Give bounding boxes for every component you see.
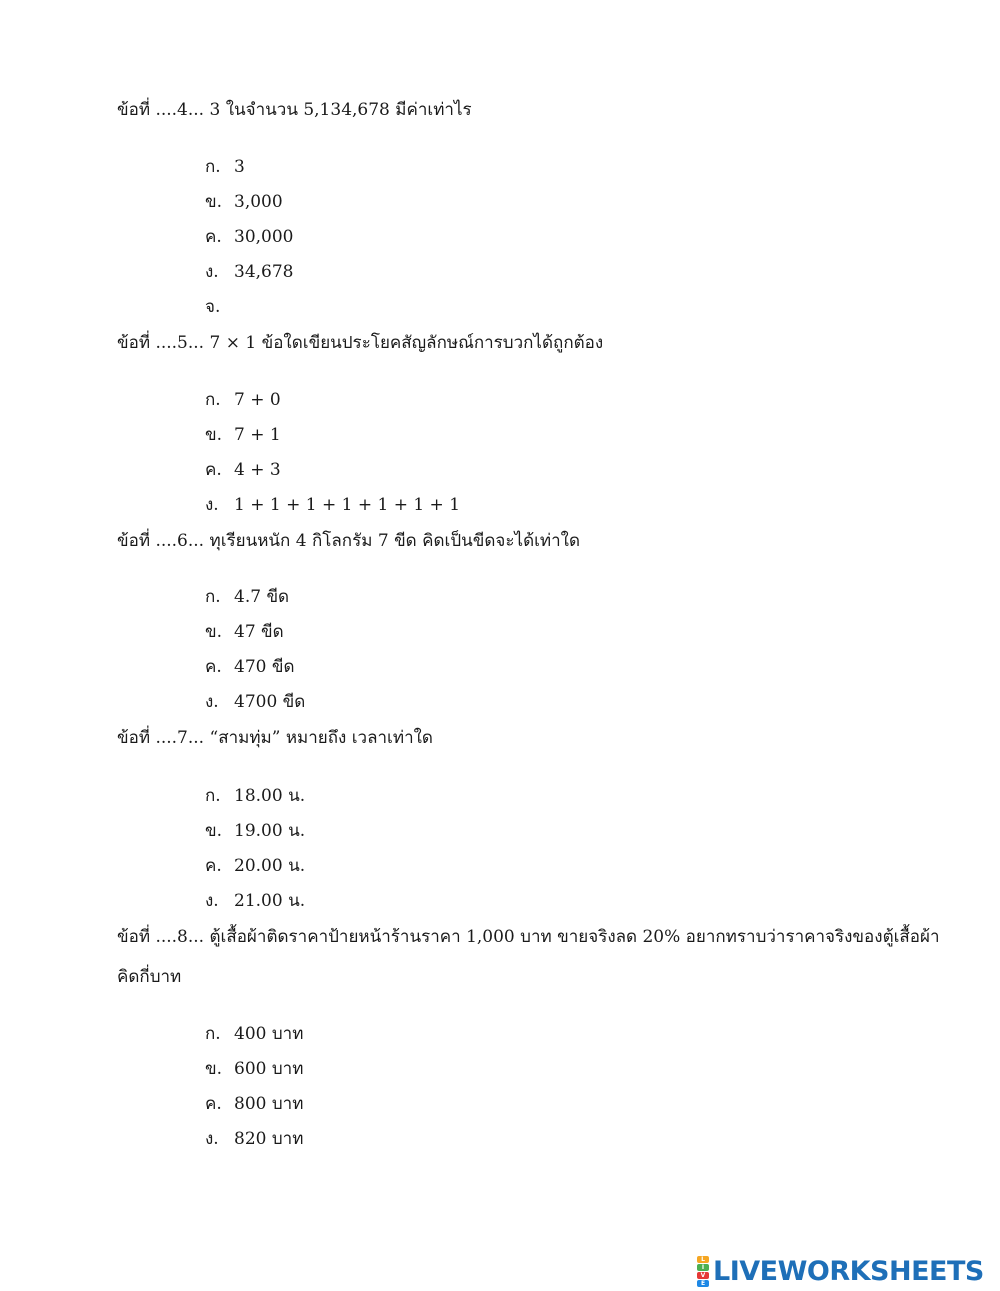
- choice-text: 820 บาท: [234, 1129, 304, 1149]
- choice-text: 400 บาท: [234, 1024, 304, 1044]
- choice-label: ค.: [205, 856, 222, 876]
- choice-row[interactable]: [205, 854, 305, 878]
- choice-label: ง.: [205, 891, 219, 911]
- logo-text: LIVEWORKSHEETS: [713, 1255, 984, 1287]
- choice-label: ข.: [205, 821, 223, 841]
- choice-label: ก.: [205, 390, 221, 410]
- choice-label: ข.: [205, 1059, 223, 1079]
- choice-label: ง.: [205, 1129, 219, 1149]
- choice-row[interactable]: [205, 889, 305, 913]
- choice-row[interactable]: [205, 295, 234, 319]
- question-8-header: [117, 925, 940, 949]
- choice-text: 30,000: [234, 227, 294, 247]
- choice-label: ก.: [205, 587, 221, 607]
- choice-text: 7 + 1: [234, 425, 281, 445]
- choice-row[interactable]: [205, 655, 295, 679]
- choice-row[interactable]: [205, 690, 305, 714]
- question-4-header: [117, 98, 472, 122]
- choice-text: 34,678: [234, 262, 294, 282]
- choice-text: 800 บาท: [234, 1094, 304, 1114]
- choice-label: ค.: [205, 460, 222, 480]
- choice-label: ข.: [205, 622, 223, 642]
- choice-row[interactable]: [205, 155, 245, 179]
- choice-text: 470 ขีด: [234, 657, 295, 677]
- logo-block-l: L: [697, 1256, 709, 1263]
- choice-text: 4700 ขีด: [234, 692, 306, 712]
- choice-row[interactable]: [205, 423, 281, 447]
- choice-text: 7 + 0: [234, 390, 281, 410]
- choice-row[interactable]: [205, 784, 305, 808]
- logo-block-i: I: [697, 1264, 709, 1271]
- choice-label: ง.: [205, 262, 219, 282]
- choice-row[interactable]: [205, 458, 281, 482]
- question-number: ข้อที่ ....8...: [117, 927, 205, 947]
- choice-text: 3: [234, 157, 245, 177]
- question-stem-continuation: คิดกี่บาท: [117, 967, 182, 987]
- logo-blocks-icon: [697, 1256, 709, 1287]
- choice-label: ข.: [205, 425, 223, 445]
- choice-row[interactable]: [205, 1057, 303, 1081]
- choice-text: 600 บาท: [234, 1059, 304, 1079]
- logo-block-e: E: [697, 1280, 709, 1287]
- logo-block-v: V: [697, 1272, 709, 1279]
- choice-row[interactable]: [205, 493, 460, 517]
- question-8-stem-continuation: [117, 965, 181, 989]
- choice-label: ค.: [205, 1094, 222, 1114]
- choice-text: 47 ขีด: [234, 622, 284, 642]
- choice-label: ง.: [205, 495, 219, 515]
- choice-text: 19.00 น.: [234, 821, 306, 841]
- choice-row[interactable]: [205, 225, 293, 249]
- liveworksheets-logo[interactable]: [697, 1254, 984, 1288]
- choice-text: 4.7 ขีด: [234, 587, 290, 607]
- question-stem: ทุเรียนหนัก 4 กิโลกรัม 7 ขีด คิดเป็นขีดจะได้เท่าใด: [204, 531, 581, 551]
- choice-label: จ.: [205, 297, 221, 317]
- choice-row[interactable]: [205, 1127, 303, 1151]
- choice-label: ข.: [205, 192, 223, 212]
- question-stem: ตู้เสื้อผ้าติดราคาป้ายหน้าร้านราคา 1,000 บาท ขายจริงลด 20% อยากทราบว่าราคาจริงของตู้เสื้อผ้า: [204, 927, 940, 947]
- choice-row[interactable]: [205, 1022, 303, 1046]
- question-number: ข้อที่ ....7...: [117, 728, 205, 748]
- question-stem: 7 × 1 ข้อใดเขียนประโยคสัญลักษณ์การบวกได้ถูกต้อง: [204, 333, 604, 353]
- question-stem: 3 ในจำนวน 5,134,678 มีค่าเท่าไร: [204, 100, 472, 120]
- choice-text: 4 + 3: [234, 460, 281, 480]
- question-number: ข้อที่ ....5...: [117, 333, 205, 353]
- choice-row[interactable]: [205, 819, 305, 843]
- choice-label: ค.: [205, 227, 222, 247]
- choice-label: ค.: [205, 657, 222, 677]
- question-number: ข้อที่ ....6...: [117, 531, 205, 551]
- choice-text: 1 + 1 + 1 + 1 + 1 + 1 + 1: [234, 495, 461, 515]
- choice-text: 20.00 น.: [234, 856, 306, 876]
- choice-row[interactable]: [205, 585, 289, 609]
- question-stem: “สามทุ่ม” หมายถึง เวลาเท่าใด: [204, 728, 433, 748]
- choice-row[interactable]: [205, 388, 281, 412]
- choice-text: 3,000: [234, 192, 283, 212]
- choice-text: 21.00 น.: [234, 891, 306, 911]
- choice-row[interactable]: [205, 1092, 303, 1116]
- question-7-header: [117, 726, 433, 750]
- choice-label: ง.: [205, 692, 219, 712]
- choice-label: ก.: [205, 1024, 221, 1044]
- choice-label: ก.: [205, 157, 221, 177]
- choice-row[interactable]: [205, 260, 293, 284]
- question-6-header: [117, 529, 580, 553]
- choice-row[interactable]: [205, 620, 284, 644]
- choice-label: ก.: [205, 786, 221, 806]
- choice-text: 18.00 น.: [234, 786, 306, 806]
- question-number: ข้อที่ ....4...: [117, 100, 205, 120]
- question-5-header: [117, 331, 603, 355]
- choice-row[interactable]: [205, 190, 283, 214]
